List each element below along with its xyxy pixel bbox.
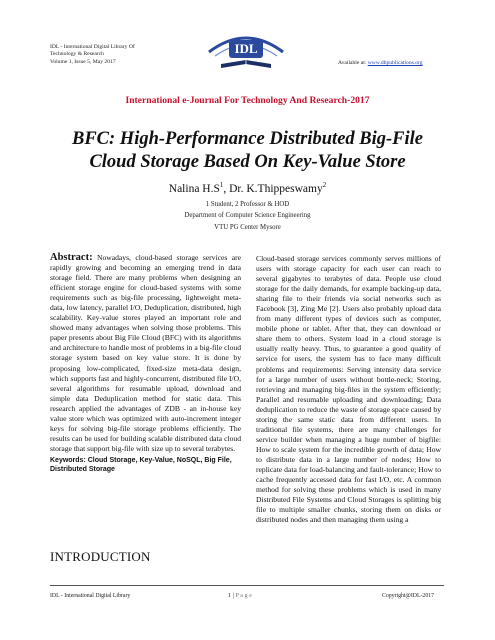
affiliation-institution: VTU PG Center Mysore xyxy=(214,224,281,231)
footer-page-number xyxy=(228,592,252,599)
affiliation-department: Department of Computer Science Engineering xyxy=(184,212,311,219)
page-separator: | xyxy=(231,592,236,599)
page-word: P a g e xyxy=(235,592,252,599)
author-1-sup: 1 xyxy=(219,181,224,189)
journal-header-info xyxy=(50,44,135,66)
page-number: 1 xyxy=(228,592,232,599)
logo-text: IDL xyxy=(234,41,258,56)
author-2: Dr. K.Thippeswamy xyxy=(229,182,323,195)
header-line-1: IDL - International Digital Library Of xyxy=(50,44,135,50)
introduction-body: Cloud-based storage services commonly serves millions of users with storage capacity for each user can reach to several gigabytes to terabytes of data. People use cloud storage for the daily demands, for example backing-up data, sharing file to their friends via social networks such as Facebook [3], Zing Me [2]. Users also probably upload data from many different types of devices such as computer, mobile phone or tablet. After that, they can download or share them to others. System load in a cloud storage is usually really heavy. Thus, to guarantee a good quality of service for users, the system has to face many difficult problems and requirements: Serving intensity data service for a large number of users without bottle-neck; Storing, retrieving and managing big-files in the system efficiently; Parallel and resumable uploading and downloading; Data deduplication to reduce the waste of storage space caused by storing the same static data from different users. In traditional file systems, there are many challenges for service builder when managing a huge number of bigfile: How to scale system for the incredible growth of data; How to distribute data in a large number of nodes; How to replicate data for load-balancing and fault-tolerance; How to cache frequently accessed data for fast I/O, etc. A common method for solving these problems which is used in many Distributed File Systems and Cloud Storages is splitting big file to multiple smaller chunks, storing them on disks or distributed nodes and then managing them using a xyxy=(256,254,441,525)
paper-title xyxy=(20,128,475,174)
paper-title-line-2: Cloud Storage Based On Key-Value Store xyxy=(89,152,406,172)
journal-title: International e-Journal For Technology And Research-2017 xyxy=(125,95,370,106)
section-heading-introduction: INTRODUCTION xyxy=(50,549,151,564)
abstract-block xyxy=(50,253,241,475)
paper-title-line-1: BFC: High-Performance Distributed Big-File xyxy=(72,129,423,149)
footer-library: IDL - International Digital Library xyxy=(50,593,131,599)
author-list xyxy=(0,181,495,195)
author-2-sup: 2 xyxy=(322,181,327,189)
publisher-link[interactable]: www.dbpublications.org xyxy=(367,60,423,66)
abstract-label: Abstract: xyxy=(50,252,93,263)
affiliation-roles: 1 Student, 2 Professor & HOD xyxy=(205,201,290,208)
availability-note xyxy=(338,60,423,66)
author-separator: , xyxy=(223,182,230,195)
availability-prefix: Available at: xyxy=(338,60,368,66)
header-line-3: Volume 1, Issue 5, May 2017 xyxy=(50,58,116,65)
footer-divider xyxy=(50,585,444,586)
header-line-2: Technology & Research xyxy=(50,51,104,58)
idl-logo xyxy=(201,22,291,78)
footer-copyright: Copyright@IDL-2017 xyxy=(382,593,435,599)
author-1: Nalina H.S xyxy=(168,182,220,195)
keywords: Keywords: Cloud Storage, Key-Value, NoSQL, Big File, Distributed Storage xyxy=(50,456,232,474)
abstract-text: Nowadays, cloud-based storage services are rapidly growing and becoming an emerging trend in data storage field. There are many problems when designing an efficient storage engine for cloud-based systems with some requirements such as big-file processing, lightweight meta-data, low latency, parallel I/O, Deduplication, distributed, high scalability. Key-value stores played an important role and showed many advantages when solving those problems. This paper presents about Big File Cloud (BFC) with its algorithms and architecture to handle most of problems in a big-file cloud storage system based on key value store. It is done by proposing low-complicated, fixed-size meta-data design, which supports fast and highly-concurrent, distributed file I/O, several algorithms for resumable upload, download and simple data Deduplication method for static data. This research applied the advantages of ZDB - an in-house key value store which was optimized with auto-increment integer keys for solving big-file storage problems efficiently. The results can be used for building scalable distributed data cloud storage that support big-file with size up to several terabytes. xyxy=(50,253,241,453)
